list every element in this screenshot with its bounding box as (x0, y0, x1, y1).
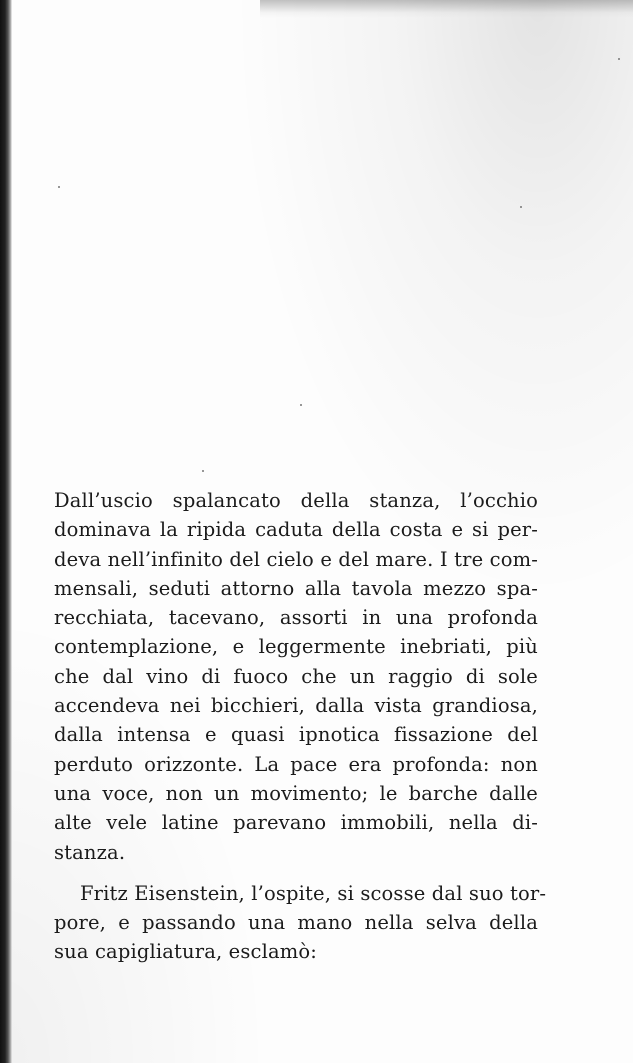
body-text (54, 486, 547, 967)
paper-speck (202, 470, 204, 472)
text-line: dalla intensa e quasi ipnotica fissazione del (54, 723, 538, 747)
text-line: contemplazione, e leggermente inebriati, più (54, 635, 538, 659)
text-line: pore, e passando una mano nella selva della (54, 911, 538, 935)
paragraph-1 (54, 486, 538, 867)
text-line: una voce, non un movimento; le barche dalle (54, 781, 538, 805)
text-line: deva nell’infinito del cielo e del mare. I tre com- (54, 547, 538, 571)
text-line: recchiata, tacevano, assorti in una profonda (54, 606, 538, 630)
paper-speck (300, 404, 302, 406)
page-binding-shadow (0, 0, 12, 1063)
text-line: dominava la ripida caduta della costa e si per- (54, 518, 538, 542)
text-line: mensali, seduti attorno alla tavola mezzo spa- (54, 576, 538, 600)
text-line: Dall’uscio spalancato della stanza, l’occhio (54, 489, 538, 512)
paragraph-gap (54, 867, 538, 879)
page-top-shadow (260, 0, 633, 18)
paragraph-2 (54, 879, 547, 967)
paper-speck (520, 206, 522, 208)
text-line: stanza. (54, 840, 126, 864)
text-line: che dal vino di fuoco che un raggio di sole (54, 664, 538, 688)
text-line: perduto orizzonte. La pace era profonda: non (54, 752, 538, 776)
text-line: Fritz Eisenstein, l’ospite, si scosse dal suo tor- (80, 881, 547, 905)
text-line: accendeva nei bicchieri, dalla vista grandiosa, (54, 694, 538, 718)
paper-speck (58, 186, 60, 188)
text-line: sua capigliatura, esclamò: (54, 940, 318, 964)
text-line: alte vele latine parevano immobili, nella di- (54, 811, 538, 835)
paper-speck (618, 58, 620, 60)
